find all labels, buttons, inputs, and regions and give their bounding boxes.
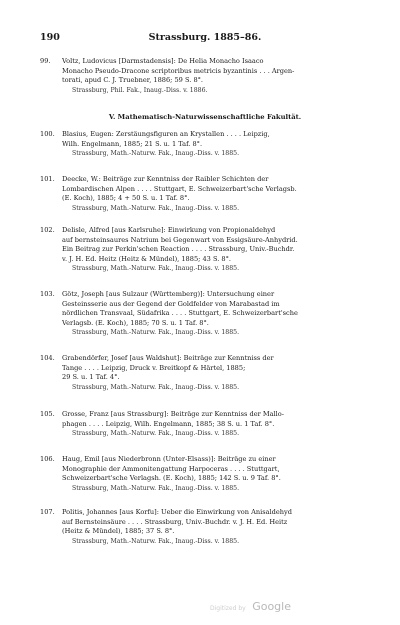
entry-line: Delisle, Alfred [aus Karlsruhe]: Einwirkung von Propionaldehyd [62, 226, 276, 234]
entry-number: 105. [40, 410, 55, 418]
dissertation-note: Strassburg, Math.-Naturw. Fak., Inaug.-Diss. v. 1885. [72, 537, 240, 545]
section-title: V. Mathematisch-Naturwissenschaftliche Fakultät. [108, 113, 302, 121]
entry-line: Monographie der Ammonitengattung Harpoceras . . . . Stuttgart, [62, 464, 280, 473]
page-header [40, 32, 370, 46]
entry-line: Wilh. Engelmann, 1885; 21 S. u. 1 Taf. 8°. [62, 139, 203, 148]
entry-line: nördlichen Transvaal, Südafrika . . . . Stuttgart, E. Schweizerbart'sche [62, 309, 298, 318]
entry-line: torati, apud C. J. Truebner, 1886; 59 S. 8°. [62, 76, 204, 85]
entry-line: Deecke, W.: Beiträge zur Kenntniss der Raibler Schichten der [62, 175, 269, 183]
watermark-brand: Google [252, 600, 291, 613]
entry-line: Ein Beitrag zur Perkin'schen Reaction . . . . Strassburg, Univ.-Buchdr. [62, 245, 295, 254]
entry-line: (E. Koch), 1885; 4 + 50 S. u. 1 Taf. 8°. [62, 194, 190, 203]
entry-line: Politis, Johannes [aus Korfu]: Ueber die Einwirkung von Anisaldehyd [62, 508, 292, 516]
entry-line: Tange . . . . Leipzig, Druck v. Breitkopf & Härtel, 1885; [62, 363, 246, 372]
entry-line: v. J. H. Ed. Heitz (Heitz & Mündel), 1885; 43 S. 8°. [62, 254, 232, 263]
entry-number: 103. [40, 290, 55, 298]
entry-line: Gesteinsserie aus der Gegend der Goldfelder von Marabastad im [62, 299, 280, 308]
digitization-watermark [210, 600, 291, 613]
entry-line: Voltz, Ludovicus [Darmstadensis]: De Helia Monacho Isaaco [62, 57, 264, 65]
dissertation-note: Strassburg, Math.-Naturw. Fak., Inaug.-Diss. v. 1885. [72, 329, 240, 337]
dissertation-note: Strassburg, Phil. Fak., Inaug.-Diss. v. 1886. [72, 86, 208, 94]
entry-line: phagen . . . . Leipzig, Wilh. Engelmann, 1885; 38 S. u. 1 Taf. 8°. [62, 419, 275, 428]
entry-line: Haug, Emil [aus Niederbronn (Unter-Elsass)]: Beiträge zu einer [62, 455, 276, 463]
entry-line: Blasius, Eugen: Zerstäungsfiguren an Krystallen . . . . Leipzig, [62, 130, 270, 138]
entry-number: 101. [40, 175, 55, 183]
dissertation-note: Strassburg, Math.-Naturw. Fak., Inaug.-Diss. v. 1885. [72, 430, 240, 438]
entry-line: 29 S. u. 1 Taf. 4°. [62, 373, 120, 382]
dissertation-note: Strassburg, Math.-Naturw. Fak., Inaug.-Diss. v. 1885. [72, 204, 240, 212]
dissertation-note: Strassburg, Math.-Naturw. Fak., Inaug.-Diss. v. 1885. [72, 265, 240, 273]
running-title: Strassburg. 1885–86. [148, 32, 262, 43]
dissertation-note: Strassburg, Math.-Naturw. Fak., Inaug.-Diss. v. 1885. [72, 484, 240, 492]
entry-line: auf bernsteinsaures Natrium bei Gegenwart von Essigsäure-Anhydrid. [62, 235, 298, 244]
entry-line: Schweizerbart'sche Verlagsh. (E. Koch), 1885; 142 S. u. 9 Taf. 8°. [62, 474, 281, 483]
watermark-prefix: Digitized by [210, 605, 246, 612]
dissertation-note: Strassburg, Math.-Naturw. Fak., Inaug.-Diss. v. 1885. [72, 150, 240, 158]
dissertation-note: Strassburg, Math.-Naturw. Fak., Inaug.-Diss. v. 1885. [72, 383, 240, 391]
entry-line: Verlagsb. (E. Koch), 1885; 70 S. u. 1 Taf. 8°. [62, 318, 209, 327]
entry-number: 100. [40, 130, 55, 138]
entry-number: 99. [40, 57, 51, 65]
entry-line: (Heitz & Mündel), 1885; 37 S. 8°. [62, 527, 175, 536]
entry-number: 104. [40, 354, 55, 362]
page-number: 190 [40, 32, 60, 43]
entry-number: 102. [40, 226, 55, 234]
entry-number: 106. [40, 455, 55, 463]
entry-line: Monacho Pseudo-Dracone scriptoribus metricis byzantinis . . . Argen- [62, 66, 295, 75]
entry-line: auf Bernsteinsäure . . . . Strassburg, Univ.-Buchdr. v. J. H. Ed. Heitz [62, 517, 288, 526]
entry-line: Grabendörfer, Josef [aus Waldshut]: Beiträge zur Kenntniss der [62, 354, 274, 362]
entry-number: 107. [40, 508, 55, 516]
entry-line: Grosse, Franz [aus Strassburg]: Beiträge zur Kenntniss der Mallo- [62, 410, 284, 418]
entry-line: Lombardischen Alpen . . . . Stuttgart, E. Schweizerbart'sche Verlagsb. [62, 184, 297, 193]
entry-line: Götz, Joseph [aus Sulzaur (Württemberg)]: Untersuchung einer [62, 290, 275, 298]
